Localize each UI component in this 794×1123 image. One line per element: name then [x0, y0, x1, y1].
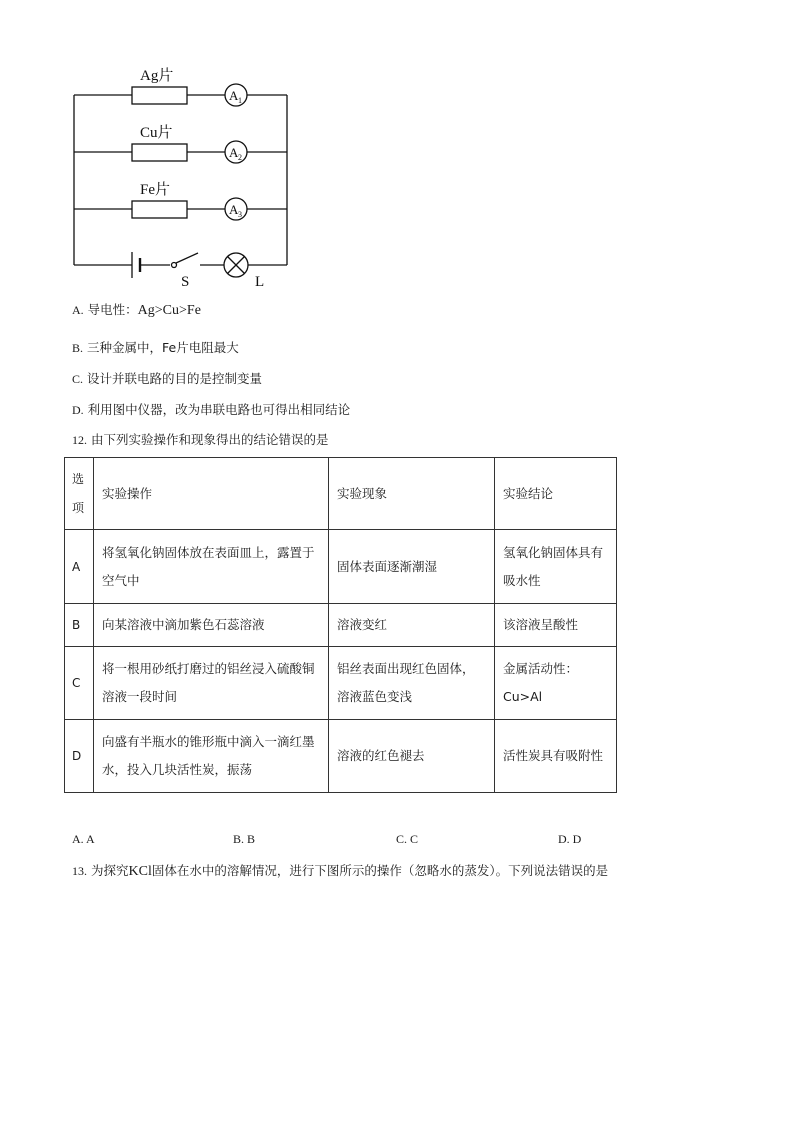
- answer-choice-c: C. C: [396, 832, 419, 846]
- cu-label: Cu片: [140, 125, 173, 141]
- option-letter: C.: [72, 372, 84, 386]
- row-conclusion: 金属活动性：Cu>Al: [495, 647, 617, 720]
- option-text: 导电性：: [87, 302, 138, 317]
- question-text-post: 固体在水中的溶解情况，进行下图所示的操作（忽略水的蒸发）。下列说法错误的是: [151, 863, 609, 878]
- ammeter-a1-letter: A: [229, 88, 239, 103]
- table-row: [65, 720, 617, 793]
- table-header-row: [65, 458, 617, 530]
- question-formula: KCl: [128, 864, 152, 879]
- row-option: A: [65, 530, 94, 604]
- parallel-circuit-diagram: [60, 60, 310, 292]
- q11-option-b: [72, 339, 239, 357]
- q11-option-c: [72, 370, 262, 388]
- header-operation: 实验操作: [94, 458, 329, 530]
- switch-label: S: [181, 274, 190, 290]
- answer-choice-b: B. B: [233, 832, 256, 846]
- row-operation: 将一根用砂纸打磨过的铝丝浸入硫酸铜溶液一段时间: [94, 647, 329, 720]
- row-option: B: [65, 604, 94, 647]
- ag-resistor: [132, 87, 187, 104]
- option-text: 利用图中仪器，改为串联电路也可得出相同结论: [87, 402, 351, 417]
- question-text-pre: 为探究: [90, 863, 129, 878]
- row-phenomenon: 铝丝表面出现红色固体，溶液蓝色变浅: [329, 647, 495, 720]
- ammeter-a3-sub: 3: [238, 210, 242, 219]
- row-operation: 向盛有半瓶水的锥形瓶中滴入一滴红墨水，投入几块活性炭，振荡: [94, 720, 329, 793]
- question-text: 由下列实验操作和现象得出的结论错误的是: [90, 432, 329, 447]
- fe-resistor: [132, 201, 187, 218]
- ag-label: Ag片: [140, 68, 174, 84]
- ammeter-a2-letter: A: [229, 145, 239, 160]
- option-text: 设计并联电路的目的是控制变量: [87, 371, 263, 386]
- row-option: C: [65, 647, 94, 720]
- switch-pivot: [172, 263, 177, 268]
- option-letter: D.: [72, 403, 84, 417]
- row-conclusion: 该溶液呈酸性: [495, 604, 617, 647]
- ammeter-a2-sub: 2: [238, 153, 242, 162]
- question-number: 12.: [72, 433, 87, 447]
- q11-option-a: [72, 301, 201, 320]
- header-phenomenon: 实验现象: [329, 458, 495, 530]
- q13-stem: [72, 862, 608, 881]
- fe-label: Fe片: [140, 182, 171, 198]
- experiment-table: [64, 457, 617, 793]
- table-row: [65, 530, 617, 604]
- option-formula: Ag>Cu>Fe: [137, 303, 201, 318]
- lamp-label: L: [255, 274, 265, 290]
- cu-resistor: [132, 144, 187, 161]
- row-conclusion: 氢氧化钠固体具有吸水性: [495, 530, 617, 604]
- header-conclusion: 实验结论: [495, 458, 617, 530]
- option-letter: A.: [72, 303, 84, 317]
- row-phenomenon: 溶液的红色褪去: [329, 720, 495, 793]
- answer-choice-a: A. A: [72, 832, 95, 846]
- answer-choice-d: D. D: [558, 832, 582, 846]
- row-option: D: [65, 720, 94, 793]
- ammeter-a1-sub: 1: [238, 96, 242, 105]
- row-phenomenon: 溶液变红: [329, 604, 495, 647]
- question-number: 13.: [72, 864, 87, 878]
- row-phenomenon: 固体表面逐渐潮湿: [329, 530, 495, 604]
- row-conclusion: 活性炭具有吸附性: [495, 720, 617, 793]
- q12-stem: [72, 431, 329, 449]
- q11-option-d: [72, 401, 350, 419]
- ammeter-a3-letter: A: [229, 202, 239, 217]
- option-text: 三种金属中，Fe片电阻最大: [87, 340, 239, 355]
- table-row: [65, 647, 617, 720]
- row-operation: 将氢氧化钠固体放在表面皿上，露置于空气中: [94, 530, 329, 604]
- switch-blade: [176, 253, 198, 263]
- table-row: [65, 604, 617, 647]
- row-operation: 向某溶液中滴加紫色石蕊溶液: [94, 604, 329, 647]
- option-letter: B.: [72, 341, 84, 355]
- header-option: 选项: [65, 458, 94, 530]
